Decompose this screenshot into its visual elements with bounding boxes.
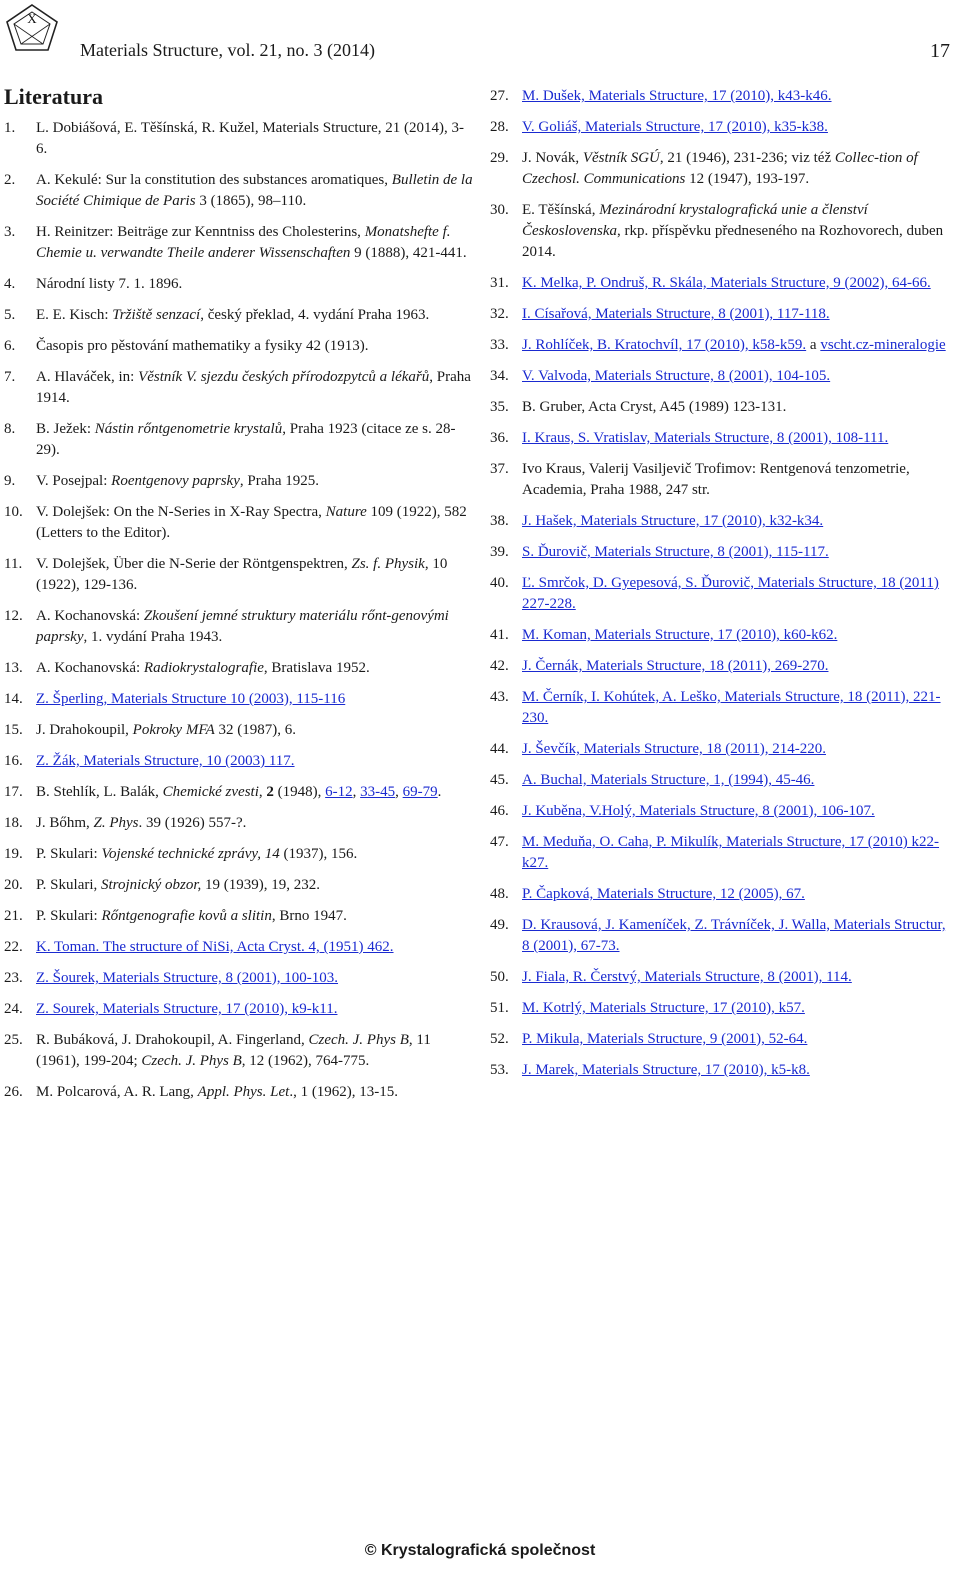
reference-link[interactable]: 33-45 (360, 784, 396, 800)
logo-letter: X (27, 11, 37, 26)
reference-text (522, 86, 956, 107)
reference-number: 4. (4, 276, 16, 292)
reference-text-segment: , Brno 1947. (271, 908, 347, 924)
reference-number: 1. (4, 120, 16, 136)
reference-item (4, 471, 474, 492)
reference-item (490, 801, 956, 822)
reference-item (490, 656, 956, 677)
reference-text-segment: 32 (1987), 6. (214, 722, 296, 738)
reference-number: 36. (490, 430, 509, 446)
reference-italic-text: Tržiště senzací (112, 307, 201, 323)
reference-number: 5. (4, 307, 16, 323)
reference-number: 51. (490, 1000, 509, 1016)
reference-text-segment: V. Dolejšek, Über die N-Serie der Röntgenspektren, (36, 556, 352, 572)
reference-link[interactable]: 6-12 (325, 784, 353, 800)
reference-number: 44. (490, 741, 509, 757)
reference-number: 27. (490, 88, 509, 104)
reference-text (36, 305, 474, 326)
reference-text-segment: (1948), (273, 784, 326, 800)
reference-link[interactable]: K. Melka, P. Ondruš, R. Skála, Materials Structure, 9 (2002), 64-66. (522, 275, 931, 291)
reference-text-segment: . 39 (1926) 557-?. (138, 815, 247, 831)
reference-text-segment: B. Stehlík, L. Balák, (36, 784, 163, 800)
reference-text (36, 720, 474, 741)
reference-text-segment: , rkp. příspěvku předneseného na Rozhovorech, duben 2014. (522, 223, 944, 260)
reference-item (490, 687, 956, 729)
reference-text-segment: (1937), 156. (279, 846, 358, 862)
reference-item (4, 937, 474, 958)
reference-link[interactable]: J. Kuběna, V.Holý, Materials Structure, 8 (2001), 106-107. (522, 803, 875, 819)
reference-text-segment: , 12 (1962), 764-775. (241, 1053, 370, 1069)
reference-text (522, 915, 956, 957)
reference-link[interactable]: S. Ďurovič, Materials Structure, 8 (2001), 115-117. (522, 544, 829, 560)
reference-text (522, 656, 956, 677)
reference-link[interactable]: V. Valvoda, Materials Structure, 8 (2001), 104-105. (522, 368, 831, 384)
reference-text (36, 751, 474, 772)
reference-number: 16. (4, 753, 23, 769)
reference-text-segment: M. Polcarová, A. R. Lang, (36, 1084, 198, 1100)
reference-text-segment: L. Dobiášová, E. Těšínská, R. Kužel, Materials Structure, 21 (2014), 3-6. (36, 120, 464, 157)
reference-item (4, 606, 474, 648)
reference-text (522, 884, 956, 905)
reference-item (4, 419, 474, 461)
reference-italic-text: Pokroky MFA (132, 722, 215, 738)
reference-link[interactable]: J. Hašek, Materials Structure, 17 (2010), k32-k34. (522, 513, 824, 529)
reference-text-segment: 9 (1888), 421-441. (350, 245, 467, 261)
reference-text (522, 801, 956, 822)
reference-text-segment: Časopis pro pěstování mathematiky a fysiky 42 (1913). (36, 338, 369, 354)
reference-italic-text: Strojnický obzor, (101, 877, 202, 893)
reference-link[interactable]: J. Ševčík, Materials Structure, 18 (2011), 214-220. (522, 741, 826, 757)
reference-item (490, 366, 956, 387)
reference-italic-text: Nature (325, 504, 367, 520)
reference-text (36, 875, 474, 896)
reference-number: 32. (490, 306, 509, 322)
reference-text (36, 222, 474, 264)
reference-number: 7. (4, 369, 16, 385)
reference-text (522, 148, 956, 190)
reference-number: 19. (4, 846, 23, 862)
reference-number: 20. (4, 877, 23, 893)
reference-link[interactable]: J. Černák, Materials Structure, 18 (2011), 269-270. (522, 658, 829, 674)
reference-number: 26. (4, 1084, 23, 1100)
reference-item (4, 222, 474, 264)
reference-text-segment: B. Gruber, Acta Cryst, A45 (1989) 123-131. (522, 399, 787, 415)
reference-number: 33. (490, 337, 509, 353)
reference-link[interactable]: A. Buchal, Materials Structure, 1, (1994), 45-46. (522, 772, 815, 788)
reference-item (4, 554, 474, 596)
reference-link[interactable]: Z. Šperling, Materials Structure 10 (2003), 115-116 (36, 691, 346, 707)
reference-text (36, 170, 474, 212)
reference-text-segment: J. Drahokoupil, (36, 722, 133, 738)
reference-italic-text: Roentgenovy paprsky (111, 473, 240, 489)
reference-number: 34. (490, 368, 509, 384)
reference-item (490, 832, 956, 874)
reference-number: 3. (4, 224, 16, 240)
reference-text (36, 554, 474, 596)
reference-text-segment: , (395, 784, 403, 800)
journal-title: Materials Structure, vol. 21, no. 3 (2014) (80, 40, 375, 60)
reference-item (4, 170, 474, 212)
reference-text (36, 689, 474, 710)
reference-text-segment: A. Kochanovská: (36, 660, 144, 676)
reference-italic-text: Z. Phys (93, 815, 139, 831)
reference-text-segment: , Praha 1925. (239, 473, 320, 489)
reference-number: 25. (4, 1032, 23, 1048)
reference-item (490, 998, 956, 1019)
reference-link[interactable]: M. Dušek, Materials Structure, 17 (2010), k43-k46. (522, 88, 832, 104)
reference-text (522, 397, 956, 418)
reference-italic-text: Nástin rőntgenometrie krystalů (94, 421, 283, 437)
reference-item (490, 117, 956, 138)
reference-text-segment: V. Dolejšek: On the N-Series in X-Ray Spectra, (36, 504, 326, 520)
reference-item (4, 720, 474, 741)
reference-text (36, 502, 474, 544)
reference-italic-text: Věstník V. sjezdu českých přírodozpytců a lékařů (138, 369, 430, 385)
reference-text (36, 274, 474, 295)
reference-link[interactable]: Z. Sourek, Materials Structure, 17 (2010), k9-k11. (36, 1001, 338, 1017)
reference-number: 40. (490, 575, 509, 591)
reference-number: 53. (490, 1062, 509, 1078)
reference-link[interactable]: Z. Šourek, Materials Structure, 8 (2001), 100-103. (36, 970, 339, 986)
reference-text-segment: ., 1 (1962), 13-15. (289, 1084, 399, 1100)
reference-text-segment: Národní listy 7. 1. 1896. (36, 276, 183, 292)
reference-link[interactable]: V. Goliáš, Materials Structure, 17 (2010), k35-k38. (522, 119, 828, 135)
reference-text-segment: V. Posejpal: (36, 473, 112, 489)
reference-number: 21. (4, 908, 23, 924)
reference-number: 8. (4, 421, 16, 437)
reference-item (4, 813, 474, 834)
reference-text (36, 937, 474, 958)
reference-text-segment: 12 (1947), 193-197. (685, 171, 810, 187)
reference-list-right (490, 86, 956, 1081)
reference-text-segment: , Praha 1923 (citace ze s. 28-29). (36, 421, 456, 458)
reference-number: 30. (490, 202, 509, 218)
reference-text-segment: A. Kochanovská: (36, 608, 144, 624)
reference-link[interactable]: J. Marek, Materials Structure, 17 (2010), k5-k8. (522, 1062, 810, 1078)
reference-link[interactable]: K. Toman. The structure of NiSi, Acta Cryst. 4, (1951) 462. (36, 939, 394, 955)
reference-text (36, 782, 474, 803)
section-heading: Literatura (4, 84, 103, 109)
reference-number: 13. (4, 660, 23, 676)
reference-text-segment: , 1. vydání Praha 1943. (83, 629, 223, 645)
reference-item (4, 906, 474, 927)
reference-text (36, 471, 474, 492)
reference-link[interactable]: J. Rohlíček, B. Kratochvíl, 17 (2010), k58-k59. (522, 337, 807, 353)
reference-text (522, 739, 956, 760)
reference-number: 41. (490, 627, 509, 643)
reference-item (4, 968, 474, 989)
reference-text (36, 606, 474, 648)
reference-italic-text: Rőntgenografie kovů a slitin (101, 908, 272, 924)
reference-item (490, 200, 956, 263)
reference-link[interactable]: P. Mikula, Materials Structure, 9 (2001), 52-64. (522, 1031, 808, 1047)
reference-item (490, 1060, 956, 1081)
reference-text-segment: P. Skulari, (36, 877, 102, 893)
reference-text (522, 573, 956, 615)
reference-number: 29. (490, 150, 509, 166)
reference-text (36, 336, 474, 357)
reference-text (522, 770, 956, 791)
reference-text-segment: E. Těšínská, (522, 202, 600, 218)
reference-item (4, 782, 474, 803)
reference-item (490, 1029, 956, 1050)
reference-italic-text: Czech. J. Phys B (141, 1053, 242, 1069)
reference-text-segment: , 11 (1961), 199-204; (36, 1032, 431, 1069)
reference-italic-text: Vojenské technické zprávy, 14 (101, 846, 280, 862)
reference-link[interactable]: M. Kotrlý, Materials Structure, 17 (2010), k57. (522, 1000, 805, 1016)
reference-number: 23. (4, 970, 23, 986)
reference-item (490, 335, 956, 356)
reference-text (522, 1060, 956, 1081)
reference-link[interactable]: J. Fiala, R. Čerstvý, Materials Structure, 8 (2001), 114. (522, 969, 852, 985)
reference-item (490, 428, 956, 449)
reference-text (36, 1082, 474, 1103)
reference-number: 42. (490, 658, 509, 674)
reference-text (36, 813, 474, 834)
reference-text-segment: , Bratislava 1952. (263, 660, 370, 676)
reference-text-segment: B. Ježek: (36, 421, 95, 437)
reference-text-segment: 19 (1939), 19, 232. (201, 877, 321, 893)
reference-text (36, 1030, 474, 1072)
reference-item (490, 459, 956, 501)
reference-item (490, 542, 956, 563)
reference-list-left (4, 118, 474, 1103)
reference-text (36, 999, 474, 1020)
reference-text (522, 428, 956, 449)
reference-text-segment: , 21 (1946), 231-236; viz též (659, 150, 835, 166)
reference-link[interactable]: 69-79 (402, 784, 438, 800)
reference-number: 50. (490, 969, 509, 985)
reference-item (490, 967, 956, 988)
reference-item (4, 305, 474, 326)
reference-number: 47. (490, 834, 509, 850)
reference-italic-text: Chemické zvesti (162, 784, 259, 800)
reference-item (4, 844, 474, 865)
reference-item (4, 367, 474, 409)
reference-item (490, 770, 956, 791)
reference-text-segment: , Praha 1914. (36, 369, 471, 406)
reference-link[interactable]: Z. Žák, Materials Structure, 10 (2003) 117. (36, 753, 295, 769)
reference-text (522, 832, 956, 874)
reference-number: 14. (4, 691, 23, 707)
reference-link[interactable]: I. Kraus, S. Vratislav, Materials Structure, 8 (2001), 108-111. (522, 430, 889, 446)
reference-item (490, 739, 956, 760)
reference-item (490, 86, 956, 107)
reference-link[interactable]: vscht.cz-mineralogie (820, 337, 946, 353)
reference-text-segment: P. Skulari: (36, 908, 102, 924)
reference-italic-text: Monatshefte f. Chemie u. verwandte Theile anderer Wissenschaften (36, 224, 451, 261)
society-logo-icon (6, 4, 58, 52)
reference-item (490, 304, 956, 325)
reference-text-segment: H. Reinitzer: Beiträge zur Kenntniss des Cholesterins, (36, 224, 365, 240)
reference-text (36, 844, 474, 865)
reference-italic-text: Collec-tion of Czechosl. Communications (522, 150, 918, 187)
reference-number: 11. (4, 556, 23, 572)
reference-text-segment: . (437, 784, 442, 800)
reference-item (4, 658, 474, 679)
reference-number: 17. (4, 784, 23, 800)
reference-number: 18. (4, 815, 23, 831)
reference-text (36, 118, 474, 160)
reference-number: 24. (4, 1001, 23, 1017)
reference-item (4, 118, 474, 160)
reference-number: 6. (4, 338, 16, 354)
reference-number: 9. (4, 473, 16, 489)
reference-text (36, 658, 474, 679)
reference-link[interactable]: M. Meduňa, O. Caha, P. Mikulík, Materials Structure, 17 (2010) k22-k27. (522, 834, 940, 871)
reference-text (522, 542, 956, 563)
reference-number: 46. (490, 803, 509, 819)
reference-number: 49. (490, 917, 509, 933)
reference-italic-text: Věstník SGÚ (582, 150, 660, 166)
reference-item (490, 397, 956, 418)
reference-item (490, 573, 956, 615)
reference-link[interactable]: D. Krausová, J. Kameníček, Z. Trávníček, J. Walla, Materials Structur, 8 (2001), 67-73. (522, 917, 946, 954)
reference-text-segment: a (806, 337, 821, 353)
reference-item (4, 689, 474, 710)
reference-text (522, 998, 956, 1019)
reference-item (4, 336, 474, 357)
reference-text-segment: , (258, 784, 267, 800)
reference-number: 31. (490, 275, 509, 291)
reference-item (490, 148, 956, 190)
reference-text-segment: A. Kekulé: Sur la constitution des substances aromatiques, (36, 172, 392, 188)
reference-text-segment: E. E. Kisch: (36, 307, 113, 323)
running-header (80, 40, 952, 70)
reference-text (522, 967, 956, 988)
reference-text (522, 687, 956, 729)
reference-number: 22. (4, 939, 23, 955)
reference-text-segment: Ivo Kraus, Valerij Vasiljevič Trofimov: Rentgenová tenzometrie, Academia, Praha 1988, 247 str. (522, 461, 910, 498)
reference-italic-text: Zs. f. Physik (351, 556, 425, 572)
footer-copyright: © Krystalografická společnost (364, 1542, 596, 1559)
reference-text (522, 117, 956, 138)
reference-text (522, 366, 956, 387)
reference-text-segment: , 10 (1922), 129-136. (36, 556, 448, 593)
reference-number: 39. (490, 544, 509, 560)
reference-number: 28. (490, 119, 509, 135)
reference-item (490, 273, 956, 294)
reference-text-segment: R. Bubáková, J. Drahokoupil, A. Fingerland, (36, 1032, 309, 1048)
reference-text (522, 459, 956, 501)
reference-text (522, 511, 956, 532)
reference-item (4, 502, 474, 544)
reference-text-segment: J. Bőhm, (36, 815, 94, 831)
reference-text-segment: 3 (1865), 98–110. (195, 193, 307, 209)
reference-text (522, 200, 956, 263)
reference-text (36, 419, 474, 461)
reference-bold-text: 2 (266, 784, 274, 800)
reference-link[interactable]: Ľ. Smrčok, D. Gyepesová, S. Ďurovič, Materials Structure, 18 (2011) 227-228. (522, 575, 939, 612)
reference-italic-text: Mezinárodní krystalografická unie a členství Československa (522, 202, 868, 239)
reference-number: 45. (490, 772, 509, 788)
reference-number: 15. (4, 722, 23, 738)
reference-italic-text: Radiokrystalografie (143, 660, 264, 676)
reference-text (36, 906, 474, 927)
reference-number: 37. (490, 461, 509, 477)
reference-text (522, 1029, 956, 1050)
reference-link[interactable]: P. Čapková, Materials Structure, 12 (2005), 67. (522, 886, 805, 902)
reference-number: 12. (4, 608, 23, 624)
reference-item (4, 1082, 474, 1103)
reference-item (490, 511, 956, 532)
reference-item (4, 1030, 474, 1072)
reference-item (4, 751, 474, 772)
reference-text (522, 273, 956, 294)
reference-text-segment: , český překlad, 4. vydání Praha 1963. (200, 307, 430, 323)
reference-number: 43. (490, 689, 509, 705)
reference-text (522, 625, 956, 646)
reference-number: 38. (490, 513, 509, 529)
reference-text-segment: , (352, 784, 361, 800)
reference-number: 52. (490, 1031, 509, 1047)
reference-text-segment: P. Skulari: (36, 846, 102, 862)
reference-text-segment: 109 (1922), 582 (Letters to the Editor). (36, 504, 467, 541)
reference-text (36, 968, 474, 989)
reference-item (490, 915, 956, 957)
reference-link[interactable]: M. Černík, I. Kohútek, A. Leško, Materials Structure, 18 (2011), 221-230. (522, 689, 941, 726)
reference-text-segment: A. Hlaváček, in: (36, 369, 139, 385)
reference-link[interactable]: I. Císařová, Materials Structure, 8 (2001), 117-118. (522, 306, 830, 322)
reference-text (522, 304, 956, 325)
reference-text-segment: J. Novák, (522, 150, 583, 166)
reference-text (36, 367, 474, 409)
reference-number: 2. (4, 172, 16, 188)
reference-item (490, 884, 956, 905)
reference-italic-text: Bulletin de la Société Chimique de Paris (36, 172, 473, 209)
reference-italic-text: Czech. J. Phys B (308, 1032, 409, 1048)
reference-item (490, 625, 956, 646)
reference-number: 10. (4, 504, 23, 520)
reference-text (522, 335, 956, 356)
reference-item (4, 875, 474, 896)
reference-link[interactable]: M. Koman, Materials Structure, 17 (2010), k60-k62. (522, 627, 838, 643)
reference-italic-text: Zkoušení jemné struktury materiálu rőnt-genovými paprsky (36, 608, 449, 645)
page-number: 17 (930, 40, 950, 62)
reference-item (4, 999, 474, 1020)
reference-number: 48. (490, 886, 509, 902)
reference-item (4, 274, 474, 295)
reference-italic-text: Appl. Phys. Let (197, 1084, 290, 1100)
reference-number: 35. (490, 399, 509, 415)
